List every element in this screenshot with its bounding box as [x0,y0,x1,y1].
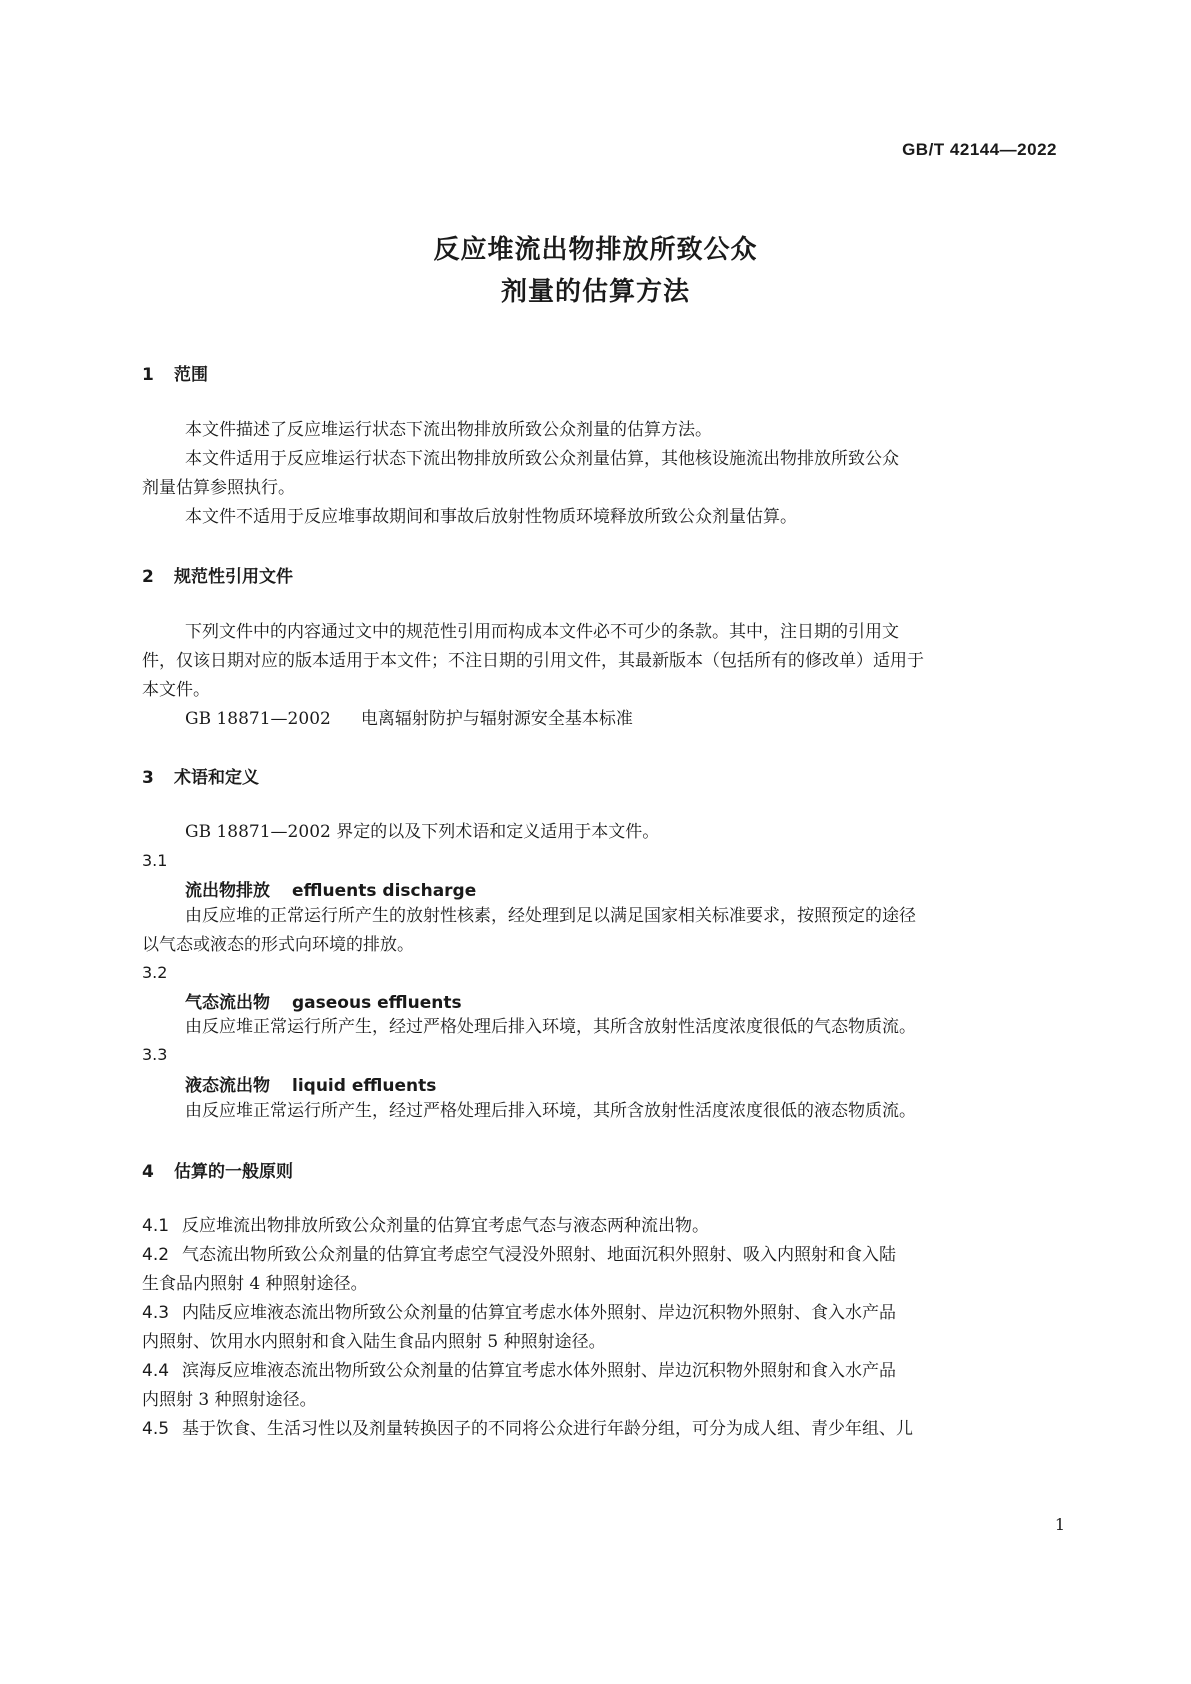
normative-reference [185,705,633,734]
section-title: 术语和定义 [174,768,259,788]
clause-text: 气态流出物所致公众剂量的估算宜考虑空气浸没外照射、地面沉积外照射、吸入内照射和食入陆 [182,1245,896,1265]
reference-code: GB 18871—2002 [185,709,331,729]
term-english: liquid effluents [292,1076,437,1096]
clause-continuation: 生食品内照射 4 种照射途径。 [142,1274,368,1294]
clause-text: 反应堆流出物排放所致公众剂量的估算宜考虑气态与液态两种流出物。 [182,1216,709,1236]
paragraph: 本文件不适用于反应堆事故期间和事故后放射性物质环境释放所致公众剂量估算。 [185,507,797,527]
term-number: 3.3 [142,1045,168,1064]
clause-number: 4.3 [142,1303,170,1323]
section-number: 4 [142,1162,154,1182]
clause-text: 滨海反应堆液态流出物所致公众剂量的估算宜考虑水体外照射、岸边沉积物外照射和食入水产品 [182,1361,896,1381]
section-title: 估算的一般原则 [174,1162,293,1182]
clause-number: 4.2 [142,1245,170,1265]
page-number: 1 [1054,1515,1065,1534]
clause-4-4 [142,1357,896,1386]
section-1-heading [142,360,208,385]
document-title-line-1: 反应堆流出物排放所致公众 [433,235,758,265]
section-title: 范围 [174,365,208,385]
clause-continuation: 内照射、饮用水内照射和食入陆生食品内照射 5 种照射途径。 [142,1332,606,1352]
clause-text: 内陆反应堆液态流出物所致公众剂量的估算宜考虑水体外照射、岸边沉积物外照射、食入水产品 [182,1303,896,1323]
term-definition-continuation: 以气态或液态的形式向环境的排放。 [142,935,414,955]
clause-4-3 [142,1299,896,1328]
term-entry [185,876,476,901]
section-3-heading [142,763,259,788]
term-number: 3.1 [142,851,168,870]
section-number: 1 [142,365,154,385]
clause-4-1 [142,1212,709,1241]
section-4-heading [142,1157,293,1182]
reference-title: 电离辐射防护与辐射源安全基本标准 [360,709,633,729]
term-chinese: 流出物排放 [185,881,270,901]
term-definition: 由反应堆正常运行所产生，经过严格处理后排入环境，其所含放射性活度浓度很低的气态物质流。 [185,1017,916,1037]
term-chinese: 气态流出物 [185,993,270,1013]
standard-number: GB/T 42144—2022 [902,140,1057,159]
clause-text: 基于饮食、生活习性以及剂量转换因子的不同将公众进行年龄分组，可分为成人组、青少年组、儿 [182,1419,913,1439]
paragraph-continuation: 剂量估算参照执行。 [142,478,295,498]
section-number: 3 [142,768,154,788]
term-definition: 由反应堆正常运行所产生，经过严格处理后排入环境，其所含放射性活度浓度很低的液态物质流。 [185,1101,916,1121]
paragraph: GB 18871—2002 界定的以及下列术语和定义适用于本文件。 [185,822,660,842]
term-number: 3.2 [142,963,168,982]
term-definition: 由反应堆的正常运行所产生的放射性核素，经处理到足以满足国家相关标准要求，按照预定的途径 [185,906,916,926]
section-2-heading [142,562,293,587]
paragraph-continuation: 件，仅该日期对应的版本适用于本文件；不注日期的引用文件，其最新版本（包括所有的修改单）适用于 [142,651,924,671]
clause-number: 4.5 [142,1419,170,1439]
clause-continuation: 内照射 3 种照射途径。 [142,1390,317,1410]
clause-number: 4.1 [142,1216,170,1236]
paragraph: 本文件描述了反应堆运行状态下流出物排放所致公众剂量的估算方法。 [185,420,712,440]
clause-4-5 [142,1415,913,1444]
term-chinese: 液态流出物 [185,1076,270,1096]
document-title-line-2: 剂量的估算方法 [500,277,690,307]
term-entry [185,988,462,1013]
clause-4-2 [142,1241,896,1270]
section-title: 规范性引用文件 [174,567,293,587]
term-english: gaseous effluents [292,993,462,1013]
section-number: 2 [142,567,154,587]
term-english: effluents discharge [292,881,477,901]
paragraph-continuation: 本文件。 [142,680,210,700]
paragraph: 本文件适用于反应堆运行状态下流出物排放所致公众剂量估算，其他核设施流出物排放所致公众 [185,449,899,469]
clause-number: 4.4 [142,1361,170,1381]
term-entry [185,1071,436,1096]
paragraph: 下列文件中的内容通过文中的规范性引用而构成本文件必不可少的条款。其中，注日期的引用文 [185,622,899,642]
